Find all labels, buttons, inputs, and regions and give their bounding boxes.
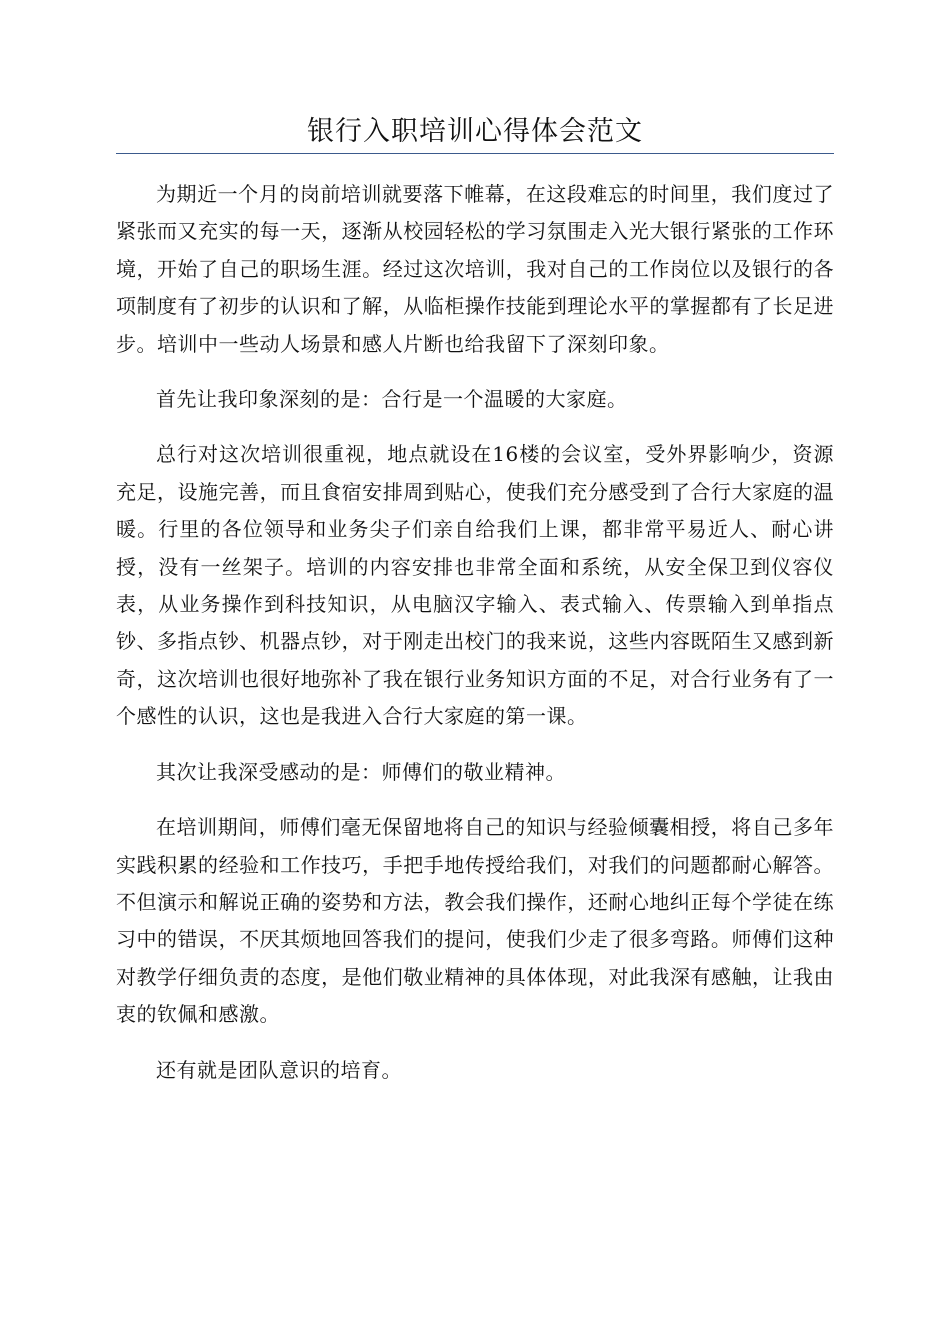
paragraph-2: 首先让我印象深刻的是：合行是一个温暖的大家庭。 <box>156 387 628 412</box>
paragraph-5: 在培训期间，师傅们毫无保留地将自己的知识与经验倾囊相授，将自己多年实践积累的经验和工作技巧，手把手地传授给我们，对我们的问题都耐心解答。不但演示和解说正确的姿势和方法，教会我们操作，还耐心地纠正每个学徒在练习中的错误，不厌其烦地回答我们的提问，使我们少走了很多弯路。师傅们这种对教学仔细负责的态度，是他们敬业精神的具体体现，对此我深有感触，让我由衷的钦佩和感激。 <box>116 815 834 1027</box>
paragraph-6: 还有就是团队意识的培育。 <box>156 1057 402 1082</box>
paragraph-4: 其次让我深受感动的是：师傅们的敬业精神。 <box>156 759 566 784</box>
document-title: 银行入职培训心得体会范文 <box>307 116 643 147</box>
paragraph-3: 总行对这次培训很重视，地点就设在16楼的会议室，受外界影响少，资源充足，设施完善，而且食宿安排周到贴心，使我们充分感受到了合行大家庭的温暖。行里的各位领导和业务尖子们亲自给我们上课，都非常平易近人、耐心讲授，没有一丝架子。培训的内容安排也非常全面和系统，从安全保卫到仪容仪表，从业务操作到科技知识，从电脑汉字输入、表式输入、传票输入到单指点钞、多指点钞、机器点钞，对于刚走出校门的我来说，这些内容既陌生又感到新奇，这次培训也很好地弥补了我在银行业务知识方面的不足，对合行业务有了一个感性的认识，这也是我进入合行大家庭的第一课。 <box>116 442 834 729</box>
title-underline <box>116 153 834 154</box>
document-body <box>116 176 834 1107</box>
paragraph-1: 为期近一个月的岗前培训就要落下帷幕，在这段难忘的时间里，我们度过了紧张而又充实的每一天，逐渐从校园轻松的学习氛围走入光大银行紧张的工作环境，开始了自己的职场生涯。经过这次培训，我对自己的工作岗位以及银行的各项制度有了初步的认识和了解，从临柜操作技能到理论水平的掌握都有了长足进步。培训中一些动人场景和感人片断也给我留下了深刻印象。 <box>116 182 834 356</box>
